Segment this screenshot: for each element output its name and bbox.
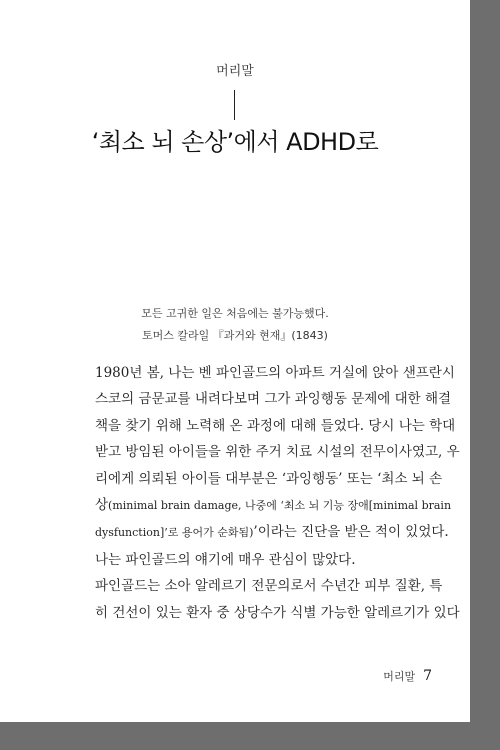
epigraph-quote: 모든 고귀한 일은 처음에는 불가능했다.	[141, 307, 329, 320]
body-line-6-main: 상	[95, 497, 109, 514]
body-line: 히 건선이 있는 환자 중 상당수가 식별 가능한 알레르기가 있다	[95, 604, 460, 621]
body-line: 1980년 봄, 나는 벤 파인골드의 아파트 거실에 앉아 샌프란시	[95, 365, 455, 381]
body-line-7-main: ’이라는 진단을 받은 적이 있었다.	[253, 524, 449, 541]
page-footer	[383, 668, 432, 684]
body-line-6	[95, 492, 452, 519]
body-text	[95, 360, 460, 626]
body-line: 리에게 의뢰된 아이들 대부분은 ‘과잉행동’ 또는 ‘최소 뇌 손	[95, 470, 443, 487]
body-line: 스코의 금문교를 내려다보며 그가 과잉행동 문제에 대한 해결	[95, 391, 452, 408]
epigraph	[0, 303, 470, 347]
body-line: 책을 찾기 위해 노력해 온 과정에 대해 들었다. 당시 나는 학대	[95, 417, 456, 434]
chapter-title: ‘최소 뇌 손상’에서 ADHD로	[91, 128, 379, 156]
body-line: 받고 방임된 아이들을 위한 주거 치료 시설의 전무이사였고, 우	[95, 444, 460, 461]
vertical-rule	[234, 90, 235, 120]
epigraph-source: 토머스 칼라일 『과거와 현재』(1843)	[142, 329, 328, 342]
body-line-6-note: (minimal brain damage, 나중에 ‘최소 뇌 기능 장애[minimal brain	[108, 499, 452, 513]
body-line: 나는 파인골드의 얘기에 매우 관심이 많았다.	[95, 551, 356, 568]
running-head: 머리말	[383, 670, 416, 683]
body-line-7	[95, 519, 449, 546]
section-label: 머리말	[216, 64, 254, 79]
body-line: 파인골드는 소아 알레르기 전문의로서 수년간 피부 질환, 특	[95, 578, 443, 595]
body-line-7-note: dysfunction]’로 용어가 순화됨)	[95, 526, 254, 540]
page-number: 7	[423, 668, 432, 684]
